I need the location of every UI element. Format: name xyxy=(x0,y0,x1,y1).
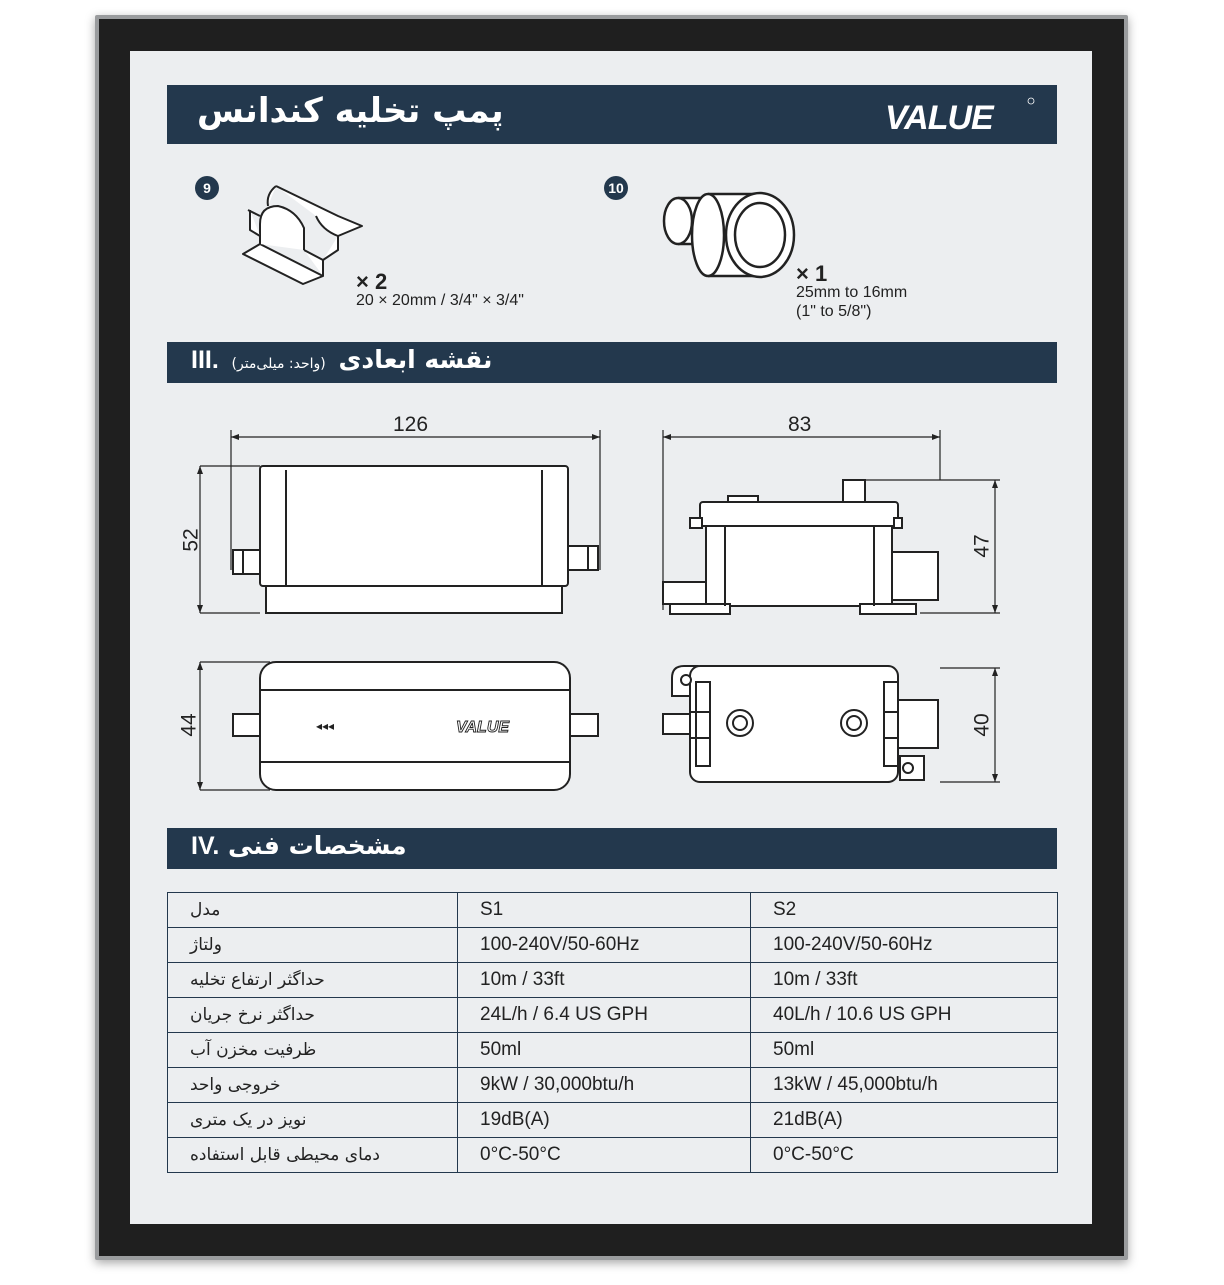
side-height-label: 47 xyxy=(970,534,994,558)
table-row xyxy=(168,1138,1058,1173)
spec-s2-value: 100-240V/50-60Hz xyxy=(751,928,1058,963)
table-row xyxy=(168,1033,1058,1068)
spec-table xyxy=(167,892,1058,1173)
spec-label: ظرفیت مخزن آب xyxy=(190,1040,317,1060)
top-right-height-label: 40 xyxy=(970,713,994,737)
spec-label-cell xyxy=(168,1068,458,1103)
accessory-10-size: 25mm to 16mm xyxy=(796,284,908,301)
spec-label: حداگثر ارتفاع تخلیه xyxy=(190,970,325,990)
dimension-drawing xyxy=(160,400,1020,810)
table-row xyxy=(168,893,1058,928)
spec-s1-value: 0°C-50°C xyxy=(458,1138,751,1173)
spec-s1-value: S1 xyxy=(458,893,751,928)
spec-s1-value: 50ml xyxy=(458,1033,751,1068)
brand-logo xyxy=(885,96,1035,136)
pipe-clip-icon xyxy=(238,180,368,292)
spec-s2-value: 40L/h / 10.6 US GPH xyxy=(751,998,1058,1033)
spec-s1-value: 9kW / 30,000btu/h xyxy=(458,1068,751,1103)
spec-label-cell xyxy=(168,1138,458,1173)
pipe-reducer-icon xyxy=(658,188,803,283)
accessory-10-quantity: × 1 xyxy=(796,261,828,286)
front-width-label: 126 xyxy=(393,413,429,436)
body-logo: VALUE xyxy=(456,719,510,736)
accessory-10-size-inch: (1" to 5/8") xyxy=(796,303,872,320)
section-3-header xyxy=(167,342,1057,383)
spec-s2-value: 10m / 33ft xyxy=(751,963,1058,998)
accessory-9-badge: 9 xyxy=(195,176,219,200)
spec-s1-value: 19dB(A) xyxy=(458,1103,751,1138)
table-row xyxy=(168,1103,1058,1138)
spec-label-cell xyxy=(168,963,458,998)
spec-label: ولتاژ xyxy=(190,935,222,955)
spec-s2-value: 50ml xyxy=(751,1033,1058,1068)
spec-label-cell xyxy=(168,1033,458,1068)
section-4-header xyxy=(167,828,1057,869)
spec-label-cell xyxy=(168,928,458,963)
front-height-label: 52 xyxy=(179,528,203,552)
spec-s2-value: 0°C-50°C xyxy=(751,1138,1058,1173)
spec-label-cell xyxy=(168,998,458,1033)
spec-s2-value: 13kW / 45,000btu/h xyxy=(751,1068,1058,1103)
top-height-label: 44 xyxy=(177,713,201,737)
spec-s2-value: 21dB(A) xyxy=(751,1103,1058,1138)
spec-s2-value: S2 xyxy=(751,893,1058,928)
section-3-unit: (واحد: میلی‌متر) xyxy=(231,356,326,372)
accessory-9-quantity: × 2 xyxy=(356,269,388,294)
accessory-10-badge: 10 xyxy=(604,176,628,200)
table-row xyxy=(168,998,1058,1033)
spec-label: حداگثر نرخ جریان xyxy=(190,1005,315,1025)
spec-s1-value: 100-240V/50-60Hz xyxy=(458,928,751,963)
title-bar xyxy=(167,85,1057,144)
table-row xyxy=(168,928,1058,963)
page-title: پمپ تخلیه کندانس xyxy=(197,91,504,131)
spec-s1-value: 24L/h / 6.4 US GPH xyxy=(458,998,751,1033)
section-3-title: نقشه ابعادی xyxy=(338,345,493,374)
section-3-numeral: III. xyxy=(191,346,219,374)
flow-arrows: ◂◂◂ xyxy=(316,719,335,733)
spec-label: نویز در یک متری xyxy=(190,1110,307,1130)
spec-label: مدل xyxy=(190,900,221,920)
spec-label: دمای محیطی قابل استفاده xyxy=(190,1145,380,1165)
table-row xyxy=(168,1068,1058,1103)
table-row xyxy=(168,963,1058,998)
accessory-9-size: 20 × 20mm / 3/4" × 3/4" xyxy=(356,292,524,309)
section-4-numeral: IV. xyxy=(191,832,220,860)
section-4-title: مشخصات فنی xyxy=(228,831,407,860)
spec-label: خروجی واحد xyxy=(190,1075,281,1095)
spec-s1-value: 10m / 33ft xyxy=(458,963,751,998)
brand-logo-text: VALUE xyxy=(885,99,993,136)
spec-label-cell xyxy=(168,893,458,928)
spec-label-cell xyxy=(168,1103,458,1138)
side-width-label: 83 xyxy=(788,413,812,436)
